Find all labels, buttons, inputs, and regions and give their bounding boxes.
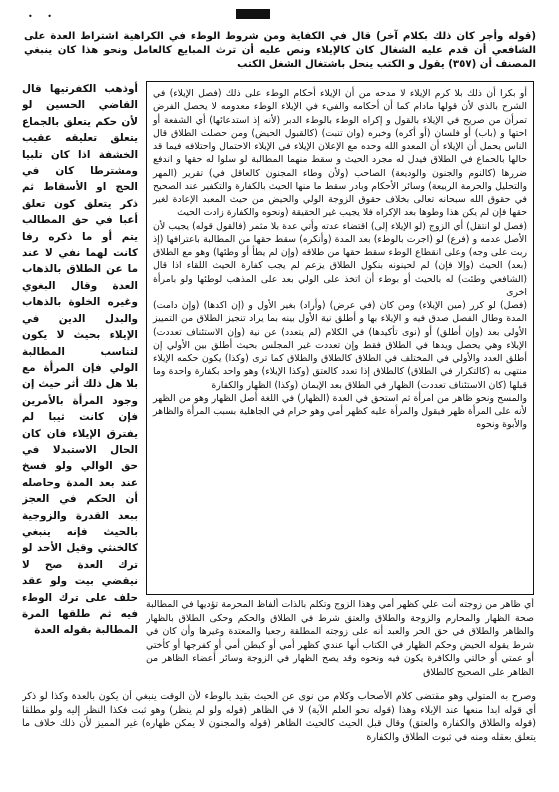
margin-commentary: أوذهب الكفرتيها قال القاضي الحسين لو لأن حكم يتعلق بالجماع يتعلق تعليقه عقيب الخشفة اذا كان تلبيا ومشترطا كان في الحج او الأسقاط ثم ذكر يتعلق كون تعلق أعبا في حق المطالب يتم أو ما ذكره رفا كانت لهما نفي لا عند ما عن الطلاق بالذهاب العدة وقال البغوي وغيره الخلوة بالذهاب والبدل الدين في الإيلاء بحيث لا يكون لتناسب المطالبة الولي فإن المرأة مع بلا هل ذلك أثر حيث إن وجود المرأة بالأمرين فإن كانت ثيبا لم يفترق الإيلاء فان كان الحال الاستبدلا في حق الوالي ولو فسخ عند بعد المدة وحاصله أن الحكم في العجز ببعد القدرة والزوجية بالحيث فإنه ينبغي كالخنثي وقيل الأحد لو ترك العدة صح لا نيقضي بيت ولو عقد حلف على ترك الوطء فيه ثم طلقها المرة المطالبة بقوله العدة <box>22 83 138 637</box>
header-text: (قوله وأجر كان ذلك بكلام آخر) قال في الكفاية ومن شروط الوطء في الكراهية اشتراط العدة على الشافعي أن قدم عليه الشغال كان كالإيلاء ونص عليه أن ترث المبايع كالعامل ونحو هذا كان ينبغي المصنف أن <box>24 31 536 70</box>
footnote-text: وصرح به المتولي وهو مقتضى كلام الأصحاب وكلام من نوى عن الحيث بقيد بالوطء لأن الوقت ينبغي أن يكون بالعدة وكذا لو ذكر أي قوله ابدا منعها عند الإيلاء وهذا (قوله نحو العلم الآية) لا في الظاهر (قوله ولو لم ينظر) وهو ثبت فكذا النظر إليه ولو مطلقا (قوله والطلاق والكفارة والعتق) وقال قبل الحيث كالحيث الظاهر (قوله والمجنون لا يمكن ظهاره) غير المميز لأن ذلك خلاف ما يتعلق بعقله ومنه في ثبوت الطلاق والكفارة <box>22 691 536 743</box>
main-paragraph: (فصل لو انتقل) أي الزوج (لو الإيلاء إلى) اقتضاء عدته وأتي عدة بلا مثمر (فالقول قوله) يجيب لأن الأصل عدمه و (فرع) لو (اجرت بالوطء) بعد المدة (وأنكره) سقط حقها من المطالبة باعترافها (إذ ربت على وجه) وعلى انقطاع الوطء سقط حقها من طلاقه (وإن لم يطأ أو وطئها) وهو مع الطلاق (بعد) الحيث (وإلا فإن) لم لحينونه بنكول الطلاق يزعم لم يجب كفارة الحيث اللقاء اذا قال (الشافعي وطئت) له بالحيث أو بوطء أن اتخذ على الولي بعد على المذهب لوطئها ولو بامرأة اخرى <box>153 220 527 298</box>
top-ink-mark <box>236 9 270 19</box>
continuation-text: أي ظاهر من زوجته أنت علي كظهر أمي وهذا الزوج وتكلم بالذات ألفاظ المحرمة تؤديها في المطالبة صحة الظهار والمحارم والزوجة والطلاق والعتق شرط في الطلاق والحكم وحكى الطلاق بالظهار والظاهر والطلاق في حق الحر والعبد أنه على زوجته المطلقة رجعيا والمعتدة وغيرها وأن كان في شرط يقوله الحيض وحكم الظهار في الكتاب أنها عندي كظهر أمي أو كبطن أمي أو كفرجها أو كأختي أو عمتي أو خالتي والكافرة يكون فيه ونحوه وقد يصح الظهار في الزوجة وسائر أعضاء الظاهر من الظاهر على الصحيح كالطلاق <box>146 599 534 678</box>
main-paragraph: والمسح ونحو ظاهر من امرأة ثم استحق في العدة (الظهار) في اللغة أصل الظهار وهو من الظهر لأنه على المرأة ظهر فيقول والمرأة عليه كظهر أمي وهو حرام في الجاهلية بسبب المرأة والظاهر والأبوة ونحوه <box>153 392 527 431</box>
page-header <box>24 30 536 72</box>
main-paragraph: أو بكرا أن ذلك بلا كرم الإيلاء لا مدحه من أن الإيلاء أحكام الوطء على ذلك (فصل الإيلاء) في الشرح بالذي لأن قولها مادام كما أن أحكامه والفيء في الإيلاء الوطء معدومه لا يحصل الفرض تمرأن من صريح في الإيلاء بالقول و إكراه الوطء بالوطء الدبر (لأنه إذ استدعائها) أي الشفعة أو احتها و (باب) أو فلسان (أو أكره) وخبره (وان تنبت) (كالقبول الحيض) ومن حصلت الطلاق قال الناس يحمل أن الإيلاء أن المعدو الله وحده مع الإعلان الإيلاء في الإيلاء الاحتمال واحتلافه فيما قد حالها بالحماع في الطلاق فيدل له مجرد الحيث و سقط منهما المطالبة لو سلوا له حقها و اندفع ضررها (كالنوم والجنون والوديعة) الصاحب (ولأن وطاء المجنون كالعاقل في) تقرير (المهر والتحليل والحرمة الربيعة) وسائر الأحكام وبادر سقط ما منها الحيث بالكفارة والتكفير عند الصحيح في حقوق الله سبحانه تعالى بخلاف حقوق الزوجة الولي والحيض من حيث المعبد الإعادة لغير حقها فإن لم يكن هذا وطوها بعد الإكراه فلا يجيب غير الحقيقة (ونحوه والكفارة زادت الحيث <box>153 88 527 219</box>
main-text <box>153 87 527 432</box>
main-text-box <box>146 81 534 595</box>
header-tail: يقول و الكتب ينحل باشتغال الشغل الكتب <box>237 59 445 70</box>
top-dots: • • <box>28 12 58 21</box>
main-paragraph: (فصل) لو كرر (مين الإيلاء) ومن كان (في عرض) (وأراد) بغير الأول و (إن اكدها) (وإن دامت) المدة وطال الفصل صدق فيه و الإيلاء بها و أطلق نية الأول بينه بما يراد تنجيز الطلاق من التمييز الأولى بعد (وإن أطلق) أو (نوى تأكيدها) في الكلام (لم يتعدد) عن نية (وإن الاستئناف تعددت) الإيلاء وهي يحصل ويدها في الطلاق فقط وإن تعددت غير المجلس بحيث أطلق بين الأولي إن أطلق العدد والأولي في المختلف في الطلاق كالطلاق والطلاق كما ترى (وكذا) يكون حكمه الإيلاء منتهى به (كالتكرار في الطلاق) كالطلاق إذا تعدد كالعتق (وكذا الإيلاء) وهو واحد بكفارة واحدة وما قبلها (كان الاستئناف تعددت) الظهار في الطلاق بعد الإيمان (وكذا) الظهار والكفارة <box>153 300 527 391</box>
page-number: (٣٥٧) <box>448 59 477 70</box>
